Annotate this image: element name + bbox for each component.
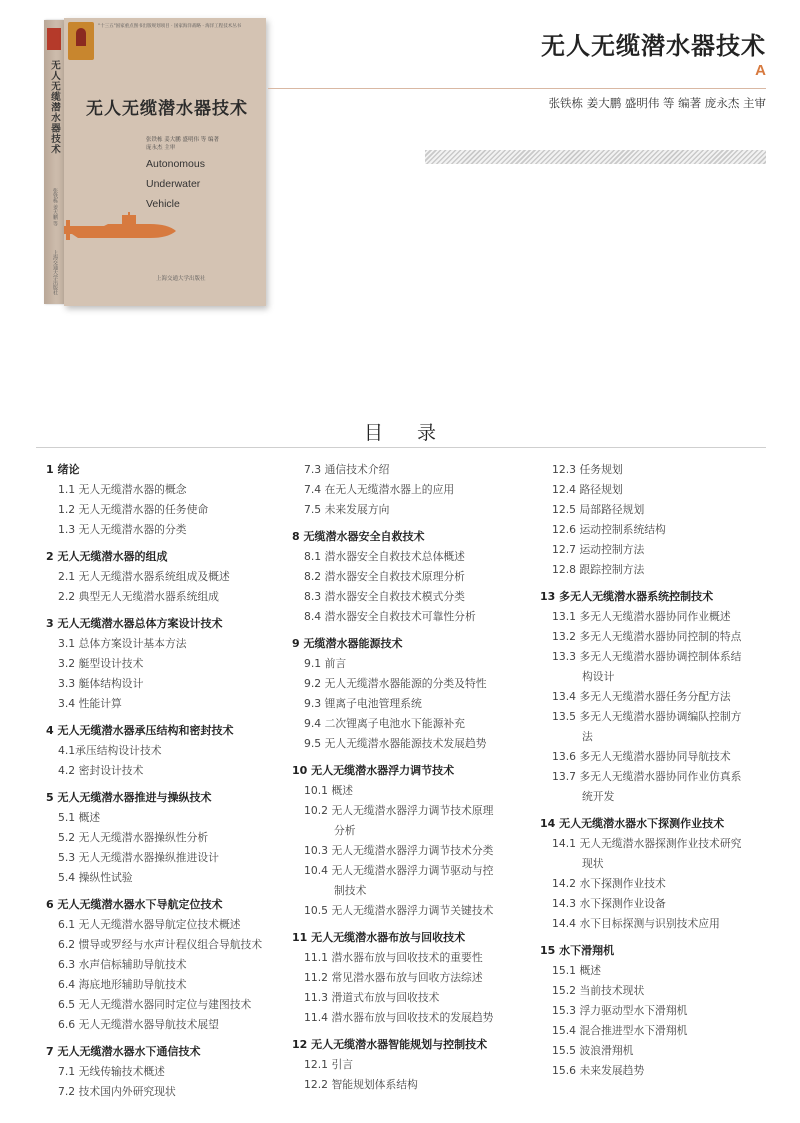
toc-chapter: 8 无缆潜水器安全自救技术 [292,530,425,543]
toc-section: 11.2 常见潜水器布放与回收方法综述 [304,971,483,984]
toc-section: 5.4 操纵性试验 [58,871,133,884]
toc-column-1 [46,460,262,1102]
toc-section: 5.3 无人无缆潜水器操纵推进设计 [58,851,219,864]
toc-section: 14.3 水下探测作业设备 [552,897,666,910]
spine-publisher: 上海交通大学出版社 [52,250,58,295]
toc-section: 15.6 未来发展趋势 [552,1064,645,1077]
toc-section: 12.2 智能规划体系结构 [304,1078,418,1091]
toc-section: 9.3 锂离子电池管理系统 [304,697,422,710]
toc-chapter: 7 无人无缆潜水器水下通信技术 [46,1045,201,1058]
english-title-line: Vehicle [146,198,180,210]
toc-chapter: 4 无人无缆潜水器承压结构和密封技术 [46,724,234,737]
toc-chapter: 10 无人无缆潜水器浮力调节技术 [292,764,455,777]
toc-section: 13.6 多无人无缆潜水器协同导航技术 [552,750,731,763]
toc-section: 15.3 浮力驱动型水下滑翔机 [552,1004,688,1017]
toc-section: 6.1 无人无缆潜水器导航定位技术概述 [58,918,241,931]
toc-section-continuation: 统开发 [582,790,615,803]
toc-section: 8.4 潜水器安全自救技术可靠性分析 [304,610,476,623]
toc-section: 6.2 惯导或罗经与水声计程仪组合导航技术 [58,938,263,951]
toc-section: 12.1 引言 [304,1058,354,1071]
toc-chapter: 12 无人无缆潜水器智能规划与控制技术 [292,1038,488,1051]
toc-section: 4.2 密封设计技术 [58,764,144,777]
toc-section: 13.3 多无人无缆潜水器协调控制体系结 [552,650,742,663]
toc-section: 10.1 概述 [304,784,354,797]
toc-section: 1.1 无人无缆潜水器的概念 [58,483,187,496]
toc-section: 9.4 二次锂离子电池水下能源补充 [304,717,465,730]
author-line: 张铁栋 姜大鹏 盛明伟 等 编著 庞永杰 主审 [548,96,766,110]
toc-section: 1.2 无人无缆潜水器的任务使命 [58,503,209,516]
toc-section: 12.3 任务规划 [552,463,623,476]
toc-section: 6.3 水声信标辅助导航技术 [58,958,187,971]
toc-section: 6.5 无人无缆潜水器同时定位与建图技术 [58,998,252,1011]
toc-section: 7.2 技术国内外研究现状 [58,1085,176,1098]
toc-section: 13.4 多无人无缆潜水器任务分配方法 [552,690,731,703]
toc-section: 15.1 概述 [552,964,602,977]
toc-section: 7.4 在无人无缆潜水器上的应用 [304,483,455,496]
cover-author-line: 张铁栋 姜大鹏 盛明伟 等 编著 [146,137,219,143]
toc-section: 14.4 水下目标探测与识别技术应用 [552,917,720,930]
series-logo-icon [68,22,94,60]
toc-section: 13.5 多无人无缆潜水器协调编队控制方 [552,710,742,723]
english-title [146,154,205,214]
toc-section: 9.5 无人无缆潜水器能源技术发展趋势 [304,737,487,750]
toc-section: 6.6 无人无缆潜水器导航技术展望 [58,1018,219,1031]
toc-heading: 目 录 [363,422,451,444]
toc-chapter: 14 无人无缆潜水器水下探测作业技术 [540,817,725,830]
grade-badge: A [755,62,766,79]
toc-section: 14.1 无人无缆潜水器探测作业技术研究 [552,837,742,850]
toc-chapter: 1 绪论 [46,463,80,476]
series-emblem-icon [47,28,61,50]
decorative-hatch-bar [425,150,766,164]
toc-divider [36,447,766,448]
toc-section: 12.8 跟踪控制方法 [552,563,645,576]
toc-section: 7.1 无线传输技术概述 [58,1065,165,1078]
toc-chapter: 5 无人无缆潜水器推进与操纵技术 [46,791,212,804]
toc-chapter: 3 无人无缆潜水器总体方案设计技术 [46,617,223,630]
cover-title: 无人无缆潜水器技术 [86,99,248,119]
toc-chapter: 6 无人无缆潜水器水下导航定位技术 [46,898,223,911]
toc-section-continuation: 法 [582,730,593,743]
cover-publisher: 上海交通大学出版社 [156,276,206,282]
toc-section: 13.2 多无人无缆潜水器协同控制的特点 [552,630,742,643]
toc-section: 10.2 无人无缆潜水器浮力调节技术原理 [304,804,494,817]
book-spine [44,20,64,304]
toc-section: 7.5 未来发展方向 [304,503,390,516]
toc-chapter: 11 无人无缆潜水器布放与回收技术 [292,931,466,944]
spine-authors: 张铁栋 姜大鹏 等 [52,188,58,227]
toc-section: 8.2 潜水器安全自救技术原理分析 [304,570,465,583]
toc-section: 10.3 无人无缆潜水器浮力调节技术分类 [304,844,494,857]
toc-section-continuation: 分析 [334,824,356,837]
toc-section: 15.4 混合推进型水下滑翔机 [552,1024,688,1037]
toc-column-2 [292,460,493,1095]
toc-section-continuation: 制技术 [334,884,367,897]
toc-section: 4.1承压结构设计技术 [58,744,162,757]
toc-section-continuation: 现状 [582,857,604,870]
series-text: "十三五"国家重点图书出版规划项目 · 国家海洋战略 · 海洋工程技术丛书 [98,24,242,29]
english-title-line: Underwater [146,178,201,190]
book-cover [44,18,266,306]
submarine-icon [64,212,184,244]
toc-section: 5.2 无人无缆潜水器操纵性分析 [58,831,209,844]
cover-authors [146,136,219,152]
toc-section: 8.1 潜水器安全自救技术总体概述 [304,550,465,563]
toc-section: 13.7 多无人无缆潜水器协同作业仿真系 [552,770,742,783]
toc-chapter: 15 水下滑翔机 [540,944,615,957]
page-title: 无人无缆潜水器技术 [541,32,766,60]
toc-section: 13.1 多无人无缆潜水器协同作业概述 [552,610,731,623]
cover-reviewer-line: 庞永杰 主审 [146,145,176,151]
toc-chapter: 13 多无人无缆潜水器系统控制技术 [540,590,714,603]
spine-title: 无人无缆潜水器技术 [49,60,60,155]
toc-section: 12.7 运动控制方法 [552,543,645,556]
toc-section: 5.1 概述 [58,811,101,824]
toc-section: 10.5 无人无缆潜水器浮力调节关键技术 [304,904,494,917]
toc-section: 12.5 局部路径规划 [552,503,645,516]
toc-section: 2.2 典型无人无缆潜水器系统组成 [58,590,219,603]
toc-section: 3.3 艇体结构设计 [58,677,144,690]
toc-section: 10.4 无人无缆潜水器浮力调节驱动与控 [304,864,494,877]
toc-section: 9.1 前言 [304,657,347,670]
title-divider [268,88,766,89]
toc-section: 3.2 艇型设计技术 [58,657,144,670]
toc-section: 15.2 当前技术现状 [552,984,645,997]
toc-section: 11.4 潜水器布放与回收技术的发展趋势 [304,1011,494,1024]
toc-section: 14.2 水下探测作业技术 [552,877,666,890]
toc-section: 11.3 滑道式布放与回收技术 [304,991,440,1004]
toc-chapter: 9 无缆潜水器能源技术 [292,637,403,650]
toc-column-3 [540,460,741,1081]
toc-chapter: 2 无人无缆潜水器的组成 [46,550,168,563]
toc-section: 12.4 路径规划 [552,483,623,496]
toc-section: 11.1 潜水器布放与回收技术的重要性 [304,951,483,964]
toc-section: 3.1 总体方案设计基本方法 [58,637,187,650]
toc-section: 12.6 运动控制系统结构 [552,523,666,536]
book-front-cover [64,18,266,306]
toc-section: 7.3 通信技术介绍 [304,463,390,476]
toc-section: 2.1 无人无缆潜水器系统组成及概述 [58,570,230,583]
toc-section: 1.3 无人无缆潜水器的分类 [58,523,187,536]
toc-section: 6.4 海底地形辅助导航技术 [58,978,187,991]
toc-section-continuation: 构设计 [582,670,615,683]
english-title-line: Autonomous [146,158,205,170]
toc-section: 8.3 潜水器安全自救技术模式分类 [304,590,465,603]
toc-section: 3.4 性能计算 [58,697,122,710]
toc-section: 15.5 波浪滑翔机 [552,1044,634,1057]
toc-section: 9.2 无人无缆潜水器能源的分类及特性 [304,677,487,690]
